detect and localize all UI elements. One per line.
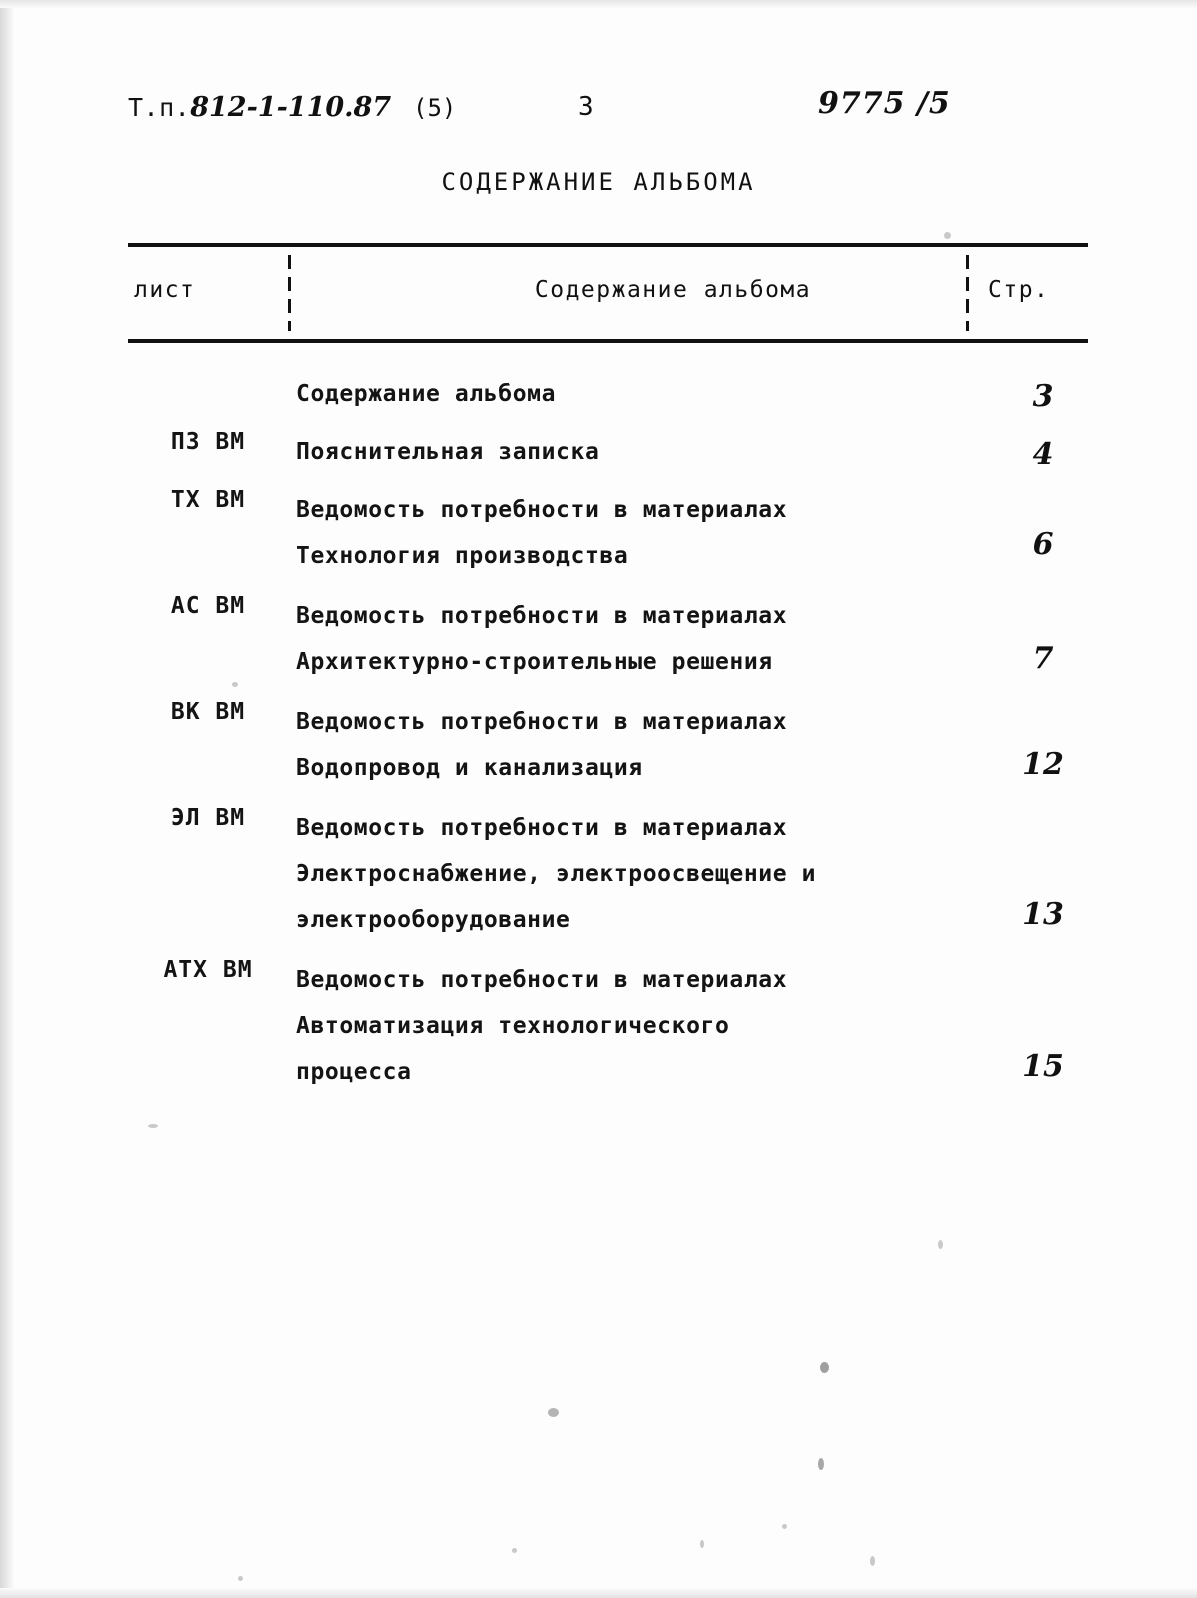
row-page-number: 13 [1022,897,1064,932]
row-page-number: 7 [1032,641,1054,676]
row-sheet-code: АТХ ВМ [163,957,253,983]
row-page-number: 6 [1032,527,1054,562]
scan-speck [148,1124,158,1128]
table-row [128,429,1088,477]
row-page-number: 4 [1032,437,1054,472]
table-row [128,805,1088,947]
row-content-line: электрооборудование [296,907,571,933]
row-content-line: процесса [296,1059,412,1085]
row-content-line: Электроснабжение, электроосвещение и [296,861,817,887]
column-header-content: Содержание альбома [534,277,812,303]
table-header-row [128,247,1088,339]
row-content-line: Ведомость потребности в материалах [296,815,788,841]
document-code-value: 812-1-110.87 [190,92,392,123]
column-divider-left [288,255,291,331]
document-code-prefix: Т.п. [128,93,191,122]
scan-edge-top [0,0,1197,8]
scan-edge-bottom [0,1588,1197,1598]
row-content-line: Архитектурно-строительные решения [296,649,773,675]
table-row [128,699,1088,795]
row-content-line: Пояснительная записка [296,439,600,465]
row-content-line: Технология производства [296,543,629,569]
scan-speck [944,232,951,239]
table-row [128,957,1088,1099]
document-code [128,92,391,123]
row-content [296,487,956,579]
row-content-line: Ведомость потребности в материалах [296,497,788,523]
column-divider-right [966,255,969,331]
row-page-number: 3 [1032,379,1054,414]
row-content-line: Ведомость потребности в материалах [296,967,788,993]
page-number: 3 [578,92,594,122]
scan-speck [818,1458,824,1470]
scan-speck [870,1556,875,1566]
column-header-page: Стр. [988,277,1050,303]
row-page-number: 15 [1022,1049,1064,1084]
row-content-line: Водопровод и канализация [296,755,643,781]
scan-speck [238,1576,243,1581]
table-row [128,487,1088,583]
scan-speck [820,1362,829,1373]
row-content-line: Ведомость потребности в материалах [296,603,788,629]
row-content [296,371,956,417]
row-content [296,593,956,685]
table-row [128,593,1088,689]
contents-table [128,243,1088,1109]
row-sheet-code: ТХ ВМ [170,487,246,513]
row-sheet-code: ВК ВМ [170,699,246,725]
scan-speck [782,1524,787,1529]
row-content [296,805,956,943]
archive-number: 9775 /5 [818,86,951,121]
row-sheet-code: АС ВМ [170,593,246,619]
document-header [128,88,1088,134]
scan-speck [700,1540,704,1548]
row-content [296,429,956,475]
row-page-number: 12 [1022,747,1064,782]
column-header-sheet: лист [134,277,196,303]
row-sheet-code: ПЗ ВМ [170,429,246,455]
scan-speck [938,1240,943,1249]
table-body [128,343,1088,1099]
row-content [296,957,956,1095]
scan-speck [232,682,238,687]
document-variant: (5) [413,94,457,122]
scan-speck [548,1408,559,1417]
page-title: СОДЕРЖАНИЕ АЛЬБОМА [441,168,756,196]
row-content-line: Содержание альбома [296,381,557,407]
row-content-line: Ведомость потребности в материалах [296,709,788,735]
table-row [128,371,1088,419]
scan-speck [512,1548,517,1553]
scan-edge-left [0,0,14,1598]
row-content [296,699,956,791]
row-content-line: Автоматизация технологического [296,1013,730,1039]
row-sheet-code: ЭЛ ВМ [170,805,246,831]
